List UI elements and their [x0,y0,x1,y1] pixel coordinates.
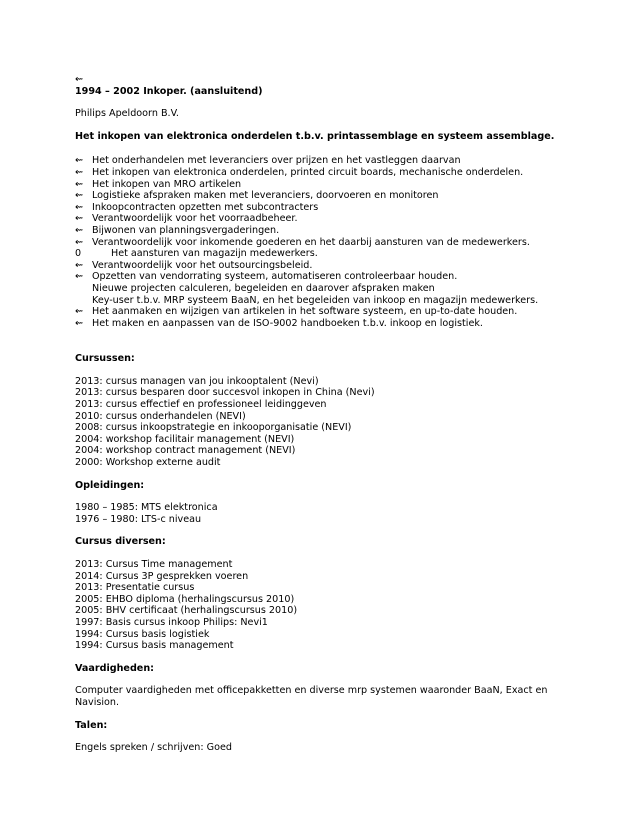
list-item: 1976 – 1980: LTS-c niveau [75,513,202,525]
vaardigheden-text: Computer vaardigheden met officepakketten en diverse mrp systemen waaronder BaaN, Exact en Navision. [75,685,548,708]
arrow-bullet-icon: ⇜ [75,224,84,236]
cursussen-list [75,376,575,469]
duty-text: Opzetten van vendorrating systeem, automatiseren controleerbaar houden. [92,271,458,283]
list-item: 1994: Cursus basis logistiek [75,628,210,640]
opleidingen-list [75,502,575,525]
arrow-bullet-icon: ⇜ [75,178,84,190]
list-item: 2013: Cursus Time management [75,559,233,570]
document-content [75,74,575,754]
duty-continuation: Nieuwe projecten calculeren, begeleiden en daarover afspraken maken [92,282,435,294]
arrow-bullet-icon: ⇜ [75,190,84,202]
duty-continuation: Key-user t.b.v. MRP systeem BaaN, en het begeleiden van inkoop en magazijn medewerkers. [92,294,539,306]
list-item: 2014: Cursus 3P gesprekken voeren [75,570,249,582]
arrow-bullet-icon: ⇜ [75,236,84,248]
arrow-bullet-icon: ⇜ [75,213,84,225]
diversen-list [75,559,575,652]
list-item [75,248,575,260]
list-item: 2005: BHV certificaat (herhalingscursus 2010) [75,605,298,617]
vaardigheden-heading: Vaardigheden: [75,662,154,674]
list-item: 2013: cursus effectief en professioneel leidinggeven [75,399,327,411]
diversen-heading: Cursus diversen: [75,536,166,548]
list-item [75,306,575,318]
list-item [75,225,575,237]
list-item: 1997: Basis cursus inkoop Philips: Nevi1 [75,616,268,628]
list-item: 1980 – 1985: MTS elektronica [75,502,218,514]
list-item: 2004: workshop contract management (NEVI) [75,445,296,457]
opleidingen-heading: Opleidingen: [75,479,145,491]
list-item [75,202,575,214]
duty-text: Verantwoordelijk voor het voorraadbeheer. [92,213,298,225]
arrow-bullet-icon: ⇜ [75,306,84,318]
list-item [75,237,575,249]
arrow-bullet-icon: ⇜ [75,271,84,283]
list-item: 2000: Workshop externe audit [75,457,221,469]
list-item [75,190,575,202]
list-item: 2008: cursus inkoopstrategie en inkooporganisatie (NEVI) [75,422,352,434]
company-name: Philips Apeldoorn B.V. [75,108,179,120]
numeral-bullet: 0 [75,248,82,260]
duty-text: Het inkopen van MRO artikelen [92,178,242,190]
list-item [75,318,575,330]
list-item: 2004: workshop facilitair management (NEVI) [75,433,295,445]
duty-text: Logistieke afspraken maken met leveranciers, doorvoeren en monitoren [92,190,439,202]
duty-text: Verantwoordelijk voor inkomende goederen en het daarbij aansturen van de medewerkers. [92,236,530,248]
duty-text: Bijwonen van planningsvergaderingen. [92,224,280,236]
list-item [75,271,575,283]
list-item [75,260,575,272]
duties-list [75,155,575,329]
job-summary: Het inkopen van elektronica onderdelen t.b.v. printassemblage en systeem assemblage. [75,130,555,142]
list-item [75,167,575,179]
list-item: 2013: cursus besparen door succesvol inkopen in China (Nevi) [75,387,375,399]
arrow-bullet-icon: ⇜ [75,155,84,167]
duty-text: Het maken en aanpassen van de ISO-9002 handboeken t.b.v. inkoop en logistiek. [92,317,483,329]
list-item: 2013: Presentatie cursus [75,582,195,594]
list-item: 2005: EHBO diploma (herhalingscursus 2010) [75,593,295,605]
arrow-bullet-icon: ⇜ [75,201,84,213]
list-item: 2010: cursus onderhandelen (NEVI) [75,410,246,422]
cursussen-heading: Cursussen: [75,353,135,365]
duty-text: Het inkopen van elektronica onderdelen, printed circuit boards, mechanische onderdelen. [92,166,524,178]
talen-heading: Talen: [75,719,108,731]
duty-text: Het onderhandelen met leveranciers over prijzen en het vastleggen daarvan [92,155,461,167]
arrow-bullet-icon: ⇜ [75,317,84,329]
job-title: 1994 – 2002 Inkoper. (aansluitend) [75,85,263,97]
duty-text: Verantwoordelijk voor het outsourcingsbeleid. [92,259,313,271]
list-item [75,179,575,191]
arrow-bullet-icon: ⇜ [75,259,84,271]
header-arrow: ⇜ [75,74,84,85]
arrow-bullet-icon: ⇜ [75,166,84,178]
duty-text: Het aansturen van magazijn medewerkers. [111,248,318,260]
list-item: 2013: cursus managen van jou inkooptalent (Nevi) [75,375,319,387]
list-item: 1994: Cursus basis management [75,640,234,652]
duty-text: Het aanmaken en wijzigen van artikelen in het software systeem, en up-to-date houden. [92,306,518,318]
duty-text: Inkoopcontracten opzetten met subcontracters [92,201,319,213]
list-item [75,213,575,225]
list-item [75,155,575,167]
talen-text: Engels spreken / schrijven: Goed [75,742,232,754]
